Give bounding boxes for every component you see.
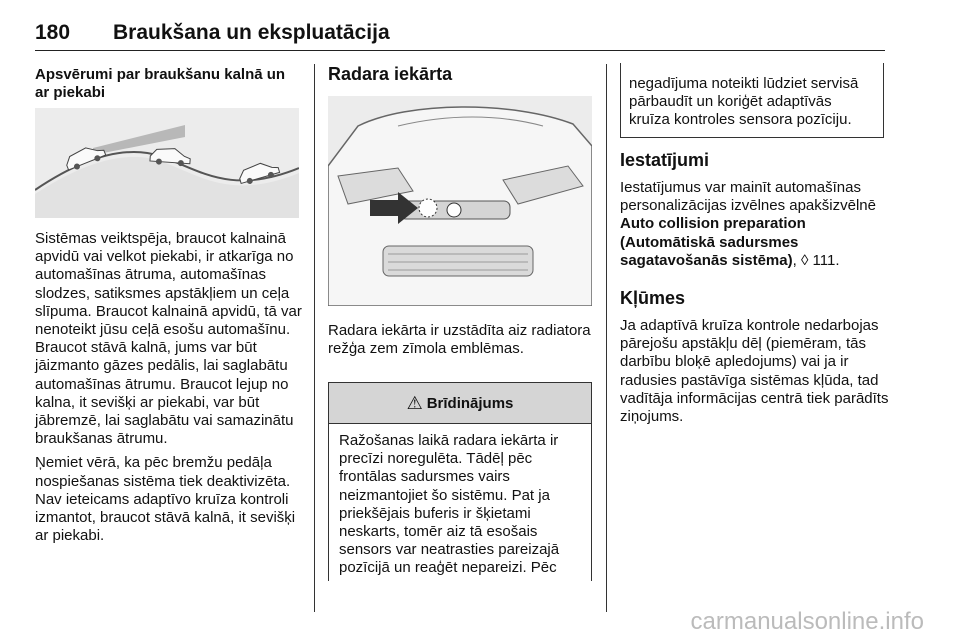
faults-heading: Kļūmes (620, 288, 686, 309)
settings-paragraph (620, 179, 892, 270)
page-number: 180 (35, 21, 71, 44)
settings-page-reference: , ◊ 111. (792, 251, 840, 269)
column-divider-1 (314, 64, 315, 612)
hill-towing-subheading: Apsvērumi par braukšanu kalnā un ar piekabi (35, 66, 286, 101)
radar-unit-illustration (328, 96, 592, 306)
car-front-drawing (328, 96, 592, 306)
column-1 (35, 66, 303, 102)
settings-menu-name: Auto collision preparation (Automātiskā sadursmes sagatavošanās sistēma) (620, 215, 806, 269)
brake-deactivation-paragraph: Ņemiet vērā, ka pēc bremžu pedāļa nospiešanas sistēma tiek deaktivizēta. Nav ieteicams adaptīvo kruīza kontroli izmantot, braucot stāvā kalnā, it sevišķi ar piekabi. (35, 454, 296, 545)
hill-driving-drawing (35, 108, 299, 218)
warning-text: Ražošanas laikā radara iekārta ir precīzi noregulēta. Tādēļ pēc frontālas sadursmes vairs neizmantojiet šo sistēmu. Pat ja priekšējais buferis ir šķietami neskarts, tomēr aiz tā esošais sensors var neatrasties pareizajā pozīcijā un reaģēt nepareizi. Pēc (339, 432, 560, 577)
warning-continued-text: negadījuma noteikti lūdziet servisā pārbaudīt un koriģēt adaptīvās kruīza kontroles sensora pozīciju. (629, 75, 859, 129)
watermark: carmanualsonline.info (690, 608, 924, 635)
faults-paragraph: Ja adaptīvā kruīza kontrole nedarbojas pārejošu apstākļu dēļ (piemēram, tās darbību bloķē apledojums) vai ja ir radusies pastāvīga sistēmas kļūda, tad vadītāja informācijas centrā tiek parādīts ziņojums. (620, 317, 889, 426)
column-2 (328, 64, 594, 85)
hill-driving-illustration (35, 108, 299, 218)
column-divider-2 (606, 64, 607, 612)
page-title: Braukšana un ekspluatācija (113, 21, 390, 44)
warning-box (328, 382, 592, 581)
warning-box-continued (620, 63, 884, 138)
warning-title: Brīdinājums (426, 394, 514, 412)
column-3 (620, 150, 892, 426)
settings-heading: Iestatījumi (620, 150, 710, 170)
page-header (35, 18, 885, 51)
hill-driving-paragraph: Sistēmas veiktspēja, braucot kalnainā apvidū vai velkot piekabi, ir atkarīga no automašīnas ātruma, automašīnas slodzes, satiksmes apstākļiem un ceļa slīpuma. Braucot kalnainā apvidū, tā var nenoteikt jūsu ceļā esošu automašīnu. Braucot stāvā kalnā, jums var būt jāizmanto gāzes pedālis, lai saglabātu automašīnas ātrumu. Braucot lejup no kalna, it sevišķi ar piekabi, var būt jābremzē, lai saglabātu vai samazinātu braukšanas ātrumu. (35, 230, 302, 448)
column-1-body (35, 230, 303, 545)
warning-triangle-icon: ⚠ (406, 392, 423, 413)
column-2-body (328, 322, 594, 358)
settings-text: Iestatījumus var mainīt automašīnas personalizācijas izvēlnes apakšizvēlnē (620, 179, 876, 215)
warning-header (329, 383, 591, 424)
radar-unit-heading: Radara iekārta (328, 64, 453, 84)
radar-location-paragraph: Radara iekārta ir uzstādīta aiz radiatora režģa zem zīmola emblēmas. (328, 322, 591, 358)
